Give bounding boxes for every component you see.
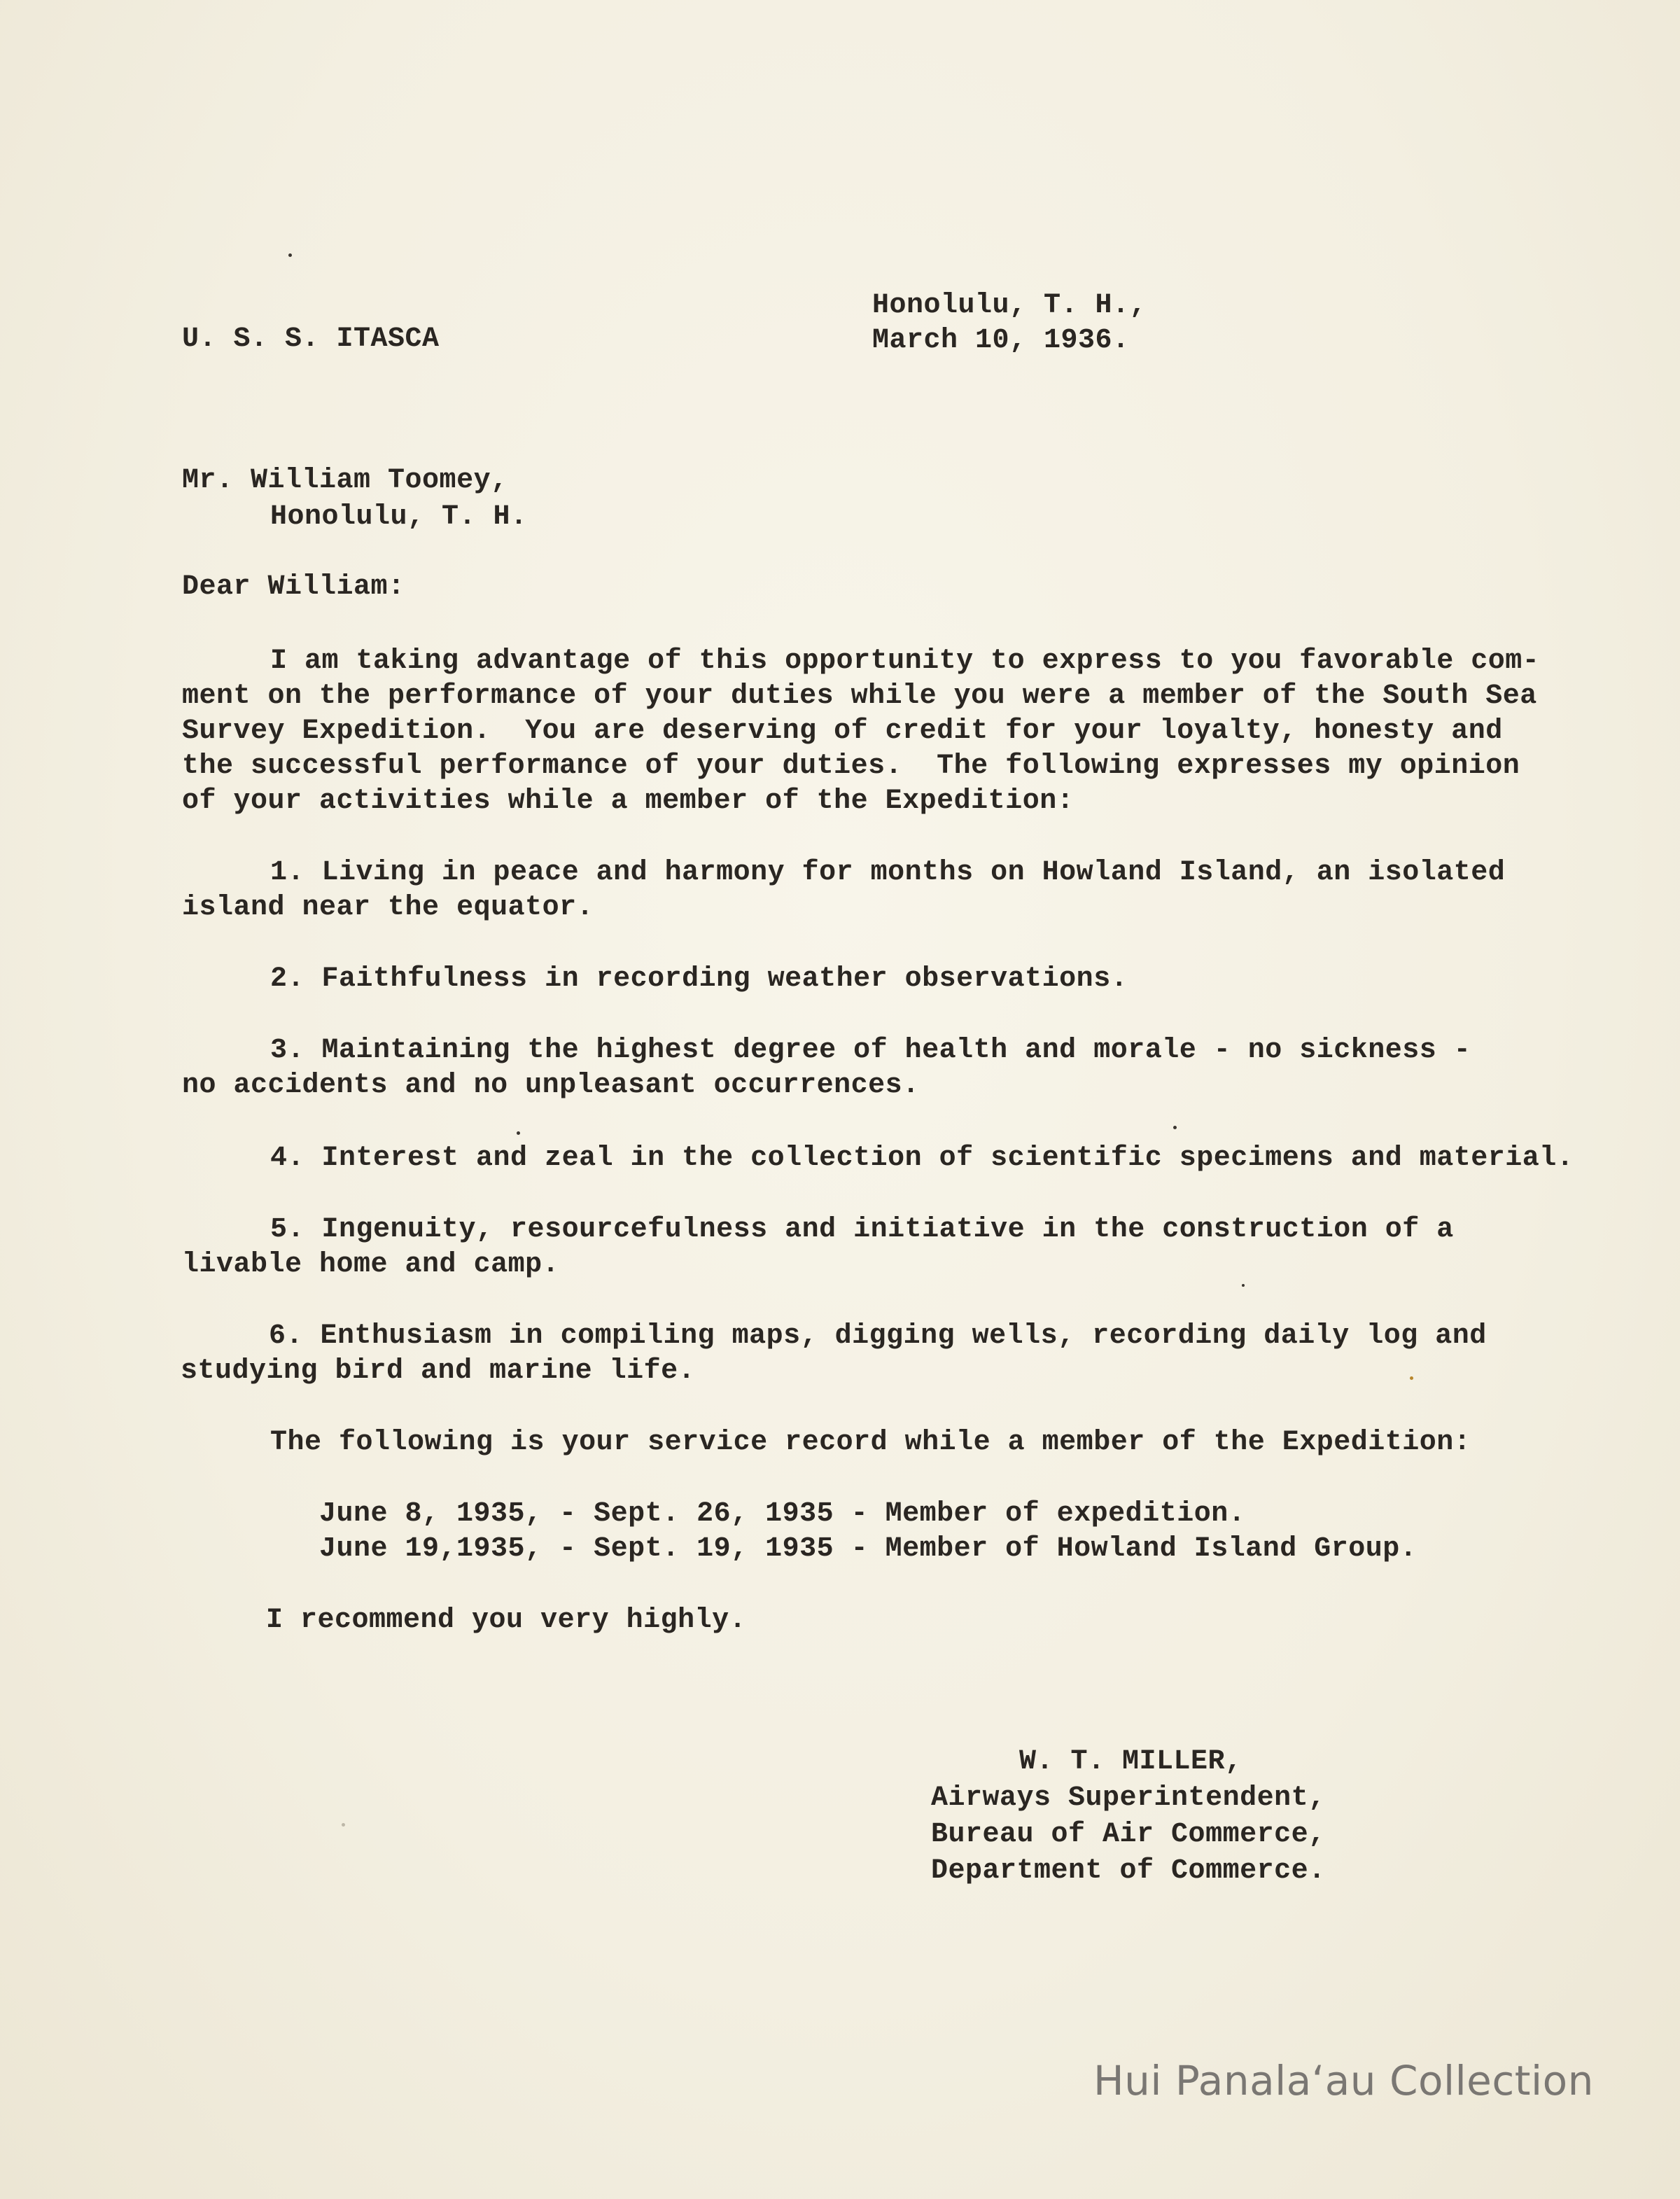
list-item: [182, 1141, 1574, 1176]
header-date: March 10, 1936.: [872, 325, 1130, 356]
service-intro: The following is your service record while a member of the Expedition:: [270, 1427, 1471, 1458]
list-item: [182, 856, 1505, 926]
paper-speck: [1242, 1284, 1245, 1287]
collection-watermark: Hui Panala‘au Collection: [1093, 2057, 1594, 2104]
paper-speck: [288, 253, 292, 257]
signature-department: Department of Commerce.: [931, 1855, 1326, 1887]
list-item-line: 6. Enthusiasm in compiling maps, digging wells, recording daily log and: [269, 1320, 1487, 1352]
signature-title: Airways Superintendent,: [931, 1782, 1326, 1814]
recipient-address: Honolulu, T. H.: [270, 501, 528, 533]
intro-line: I am taking advantage of this opportunity to express to you favorable com-: [270, 645, 1540, 677]
paper-speck: [1410, 1376, 1413, 1380]
list-item: [181, 1319, 1487, 1389]
list-item-line: studying bird and marine life.: [181, 1355, 696, 1387]
header-vessel: U. S. S. ITASCA: [182, 323, 440, 355]
list-item-line: 2. Faithfulness in recording weather observations.: [270, 963, 1128, 995]
salutation: Dear William:: [182, 571, 405, 603]
closing-line: I recommend you very highly.: [266, 1605, 747, 1636]
list-item-line: 4. Interest and zeal in the collection of scientific specimens and material.: [270, 1143, 1574, 1174]
paper-speck: [342, 1823, 345, 1827]
paper-speck: [517, 1131, 520, 1135]
list-item-line: 1. Living in peace and harmony for months on Howland Island, an isolated: [270, 857, 1506, 888]
service-record: June 8, 1935, - Sept. 26, 1935 - Member of expedition.: [319, 1498, 1246, 1530]
list-item: [182, 1213, 1454, 1283]
signature-name: W. T. MILLER,: [1019, 1746, 1242, 1778]
signature-bureau: Bureau of Air Commerce,: [931, 1819, 1326, 1850]
list-item: [182, 962, 1128, 997]
list-item-line: no accidents and no unpleasant occurrences.: [182, 1070, 920, 1101]
intro-paragraph: [182, 644, 1539, 819]
service-record-list: [319, 1497, 1417, 1567]
header-place: Honolulu, T. H.,: [872, 290, 1147, 321]
paper-speck: [1173, 1126, 1177, 1129]
list-item: [182, 1033, 1471, 1103]
list-item-line: 5. Ingenuity, resourcefulness and initiative in the construction of a: [270, 1214, 1454, 1245]
service-record: June 19,1935, - Sept. 19, 1935 - Member of Howland Island Group.: [319, 1533, 1418, 1565]
list-item-line: island near the equator.: [182, 892, 594, 923]
intro-line: of your activities while a member of the Expedition:: [182, 786, 1074, 817]
intro-line: ment on the performance of your duties while you were a member of the South Sea: [182, 680, 1537, 712]
intro-line: Survey Expedition. You are deserving of credit for your loyalty, honesty and: [182, 715, 1503, 747]
intro-line: the successful performance of your duties. The following expresses my opinion: [182, 751, 1520, 782]
list-item-line: livable home and camp.: [182, 1249, 560, 1280]
list-item-line: 3. Maintaining the highest degree of health and morale - no sickness -: [270, 1035, 1471, 1066]
recipient-name: Mr. William Toomey,: [182, 465, 508, 496]
